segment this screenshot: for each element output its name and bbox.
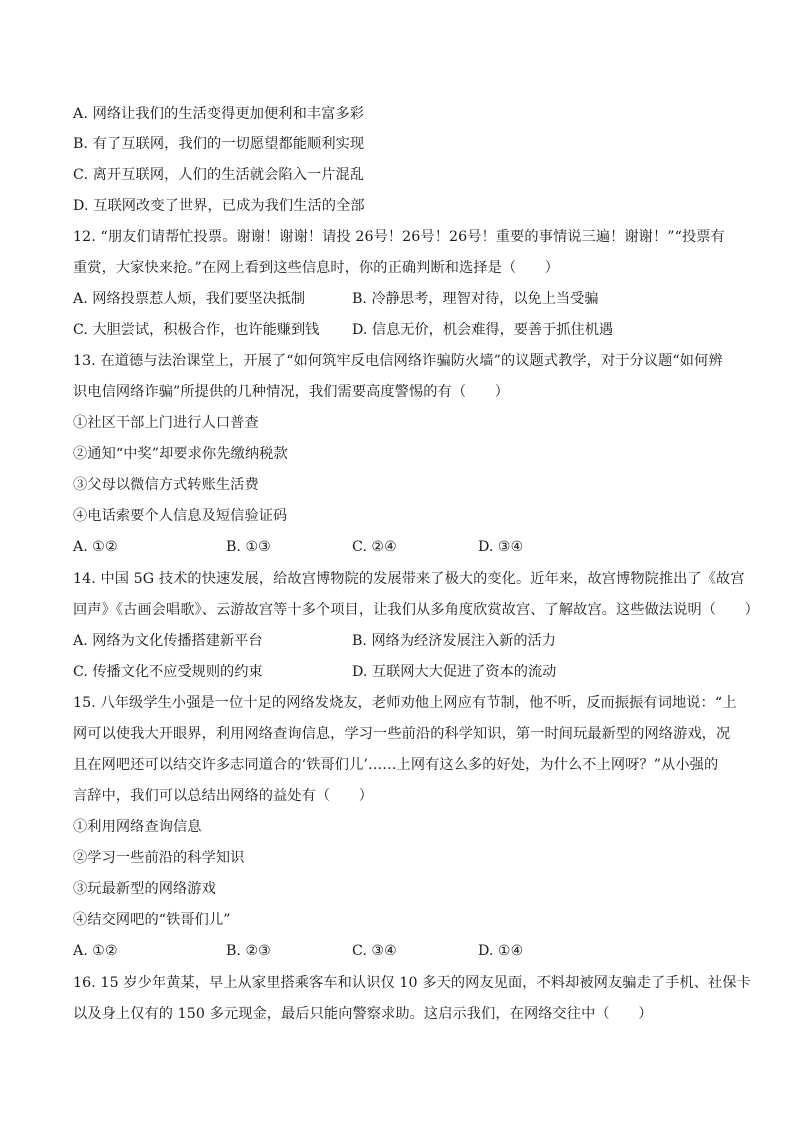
q12-option-a: A. 网络投票惹人烦，我们要坚决抵制	[73, 291, 306, 307]
q13-option-d: D. ③④	[478, 539, 524, 555]
q13-item-4: ④电话索要个人信息及短信验证码	[73, 508, 288, 524]
q14-stem-line1: 14. 中国 5G 技术的快速发展，给故宫博物院的发展带来了极大的变化。近年来，故宫博物院推出了《故宫	[73, 571, 745, 587]
q15-option-a: A. ①②	[73, 943, 118, 959]
q13-stem-line1: 13. 在道德与法治课堂上，开展了“如何筑牢反电信网络诈骗防火墙”的议题式教学，对于分议题“如何辨	[73, 353, 723, 369]
q12-stem-line1: 12. “朋友们请帮忙投票。谢谢！谢谢！请投 26号！26号！26号！重要的事情说三遍！谢谢！”“投票有	[73, 229, 725, 245]
q16-stem-line2: 以及身上仅有的 150 多元现金，最后只能向警察求助。这启示我们，在网络交往中（ ）	[73, 1006, 653, 1022]
q15-option-d: D. ①④	[478, 943, 524, 959]
q13-item-3: ③父母以微信方式转账生活费	[73, 477, 259, 493]
q14-option-d: D. 互联网大大促进了资本的流动	[352, 664, 557, 680]
q15-option-c: C. ③④	[352, 943, 397, 959]
q15-stem-line3: 且在网吧还可以结交许多志同道合的‘铁哥们儿’……上网有这么多的好处，为什么不上网呀？”从小强的	[73, 757, 719, 773]
q15-item-2: ②学习一些前沿的科学知识	[73, 850, 245, 866]
q15-option-b: B. ②③	[226, 943, 271, 959]
q12-option-b: B. 冷静思考，理智对待，以免上当受骗	[352, 291, 599, 307]
q12-option-c: C. 大胆尝试，积极合作，也许能赚到钱	[73, 322, 320, 338]
q14-option-c: C. 传播文化不应受规则的约束	[73, 664, 263, 680]
q14-option-b: B. 网络为经济发展注入新的活力	[352, 633, 556, 649]
q11-option-b: B. 有了互联网，我们的一切愿望都能顺利实现	[73, 136, 365, 152]
q12-stem-line2: 重赏，大家快来抢。”在网上看到这些信息时，你的正确判断和选择是（ ）	[73, 260, 560, 276]
q12-option-d: D. 信息无价，机会难得，要善于抓住机遇	[352, 322, 614, 338]
q11-option-c: C. 离开互联网，人们的生活就会陷入一片混乱	[73, 167, 365, 183]
q15-item-3: ③玩最新型的网络游戏	[73, 881, 216, 897]
q11-option-a: A. 网络让我们的生活变得更加便利和丰富多彩	[73, 106, 365, 122]
q15-item-1: ①利用网络查询信息	[73, 819, 202, 835]
q13-option-a: A. ①②	[73, 539, 118, 555]
q16-stem-line1: 16. 15 岁少年黄某，早上从家里搭乘客车和认识仅 10 多天的网友见面，不料却被网友骗走了手机、社保卡	[73, 975, 751, 991]
q14-option-a: A. 网络为文化传播搭建新平台	[73, 633, 263, 649]
q13-stem-line2: 识电信网络诈骗”所提供的几种情况，我们需要高度警惕的有（ ）	[73, 384, 509, 400]
q15-item-4: ④结交网吧的“铁哥们儿”	[73, 912, 231, 928]
q15-stem-line2: 网可以使我大开眼界，利用网络查询信息，学习一些前沿的科学知识，第一时间玩最新型的网络游戏，况	[73, 726, 731, 742]
q11-option-d: D. 互联网改变了世界，已成为我们生活的全部	[73, 198, 365, 214]
q13-item-2: ②通知“中奖”却要求你先缴纳税款	[73, 446, 288, 462]
q13-option-b: B. ①③	[226, 539, 271, 555]
q13-option-c: C. ②④	[352, 539, 397, 555]
q13-item-1: ①社区干部上门进行人口普查	[73, 415, 259, 431]
q14-stem-line2: 回声》《古画会唱歌》、云游故宫等十多个项目，让我们从多角度欣赏故宫、了解故宫。这些做法说明（ ）	[73, 602, 759, 618]
q15-stem-line4: 言辞中，我们可以总结出网络的益处有（ ）	[73, 788, 374, 804]
q15-stem-line1: 15. 八年级学生小强是一位十足的网络发烧友，老师劝他上网应有节制，他不听，反而振振有词地说：“上	[73, 695, 737, 711]
